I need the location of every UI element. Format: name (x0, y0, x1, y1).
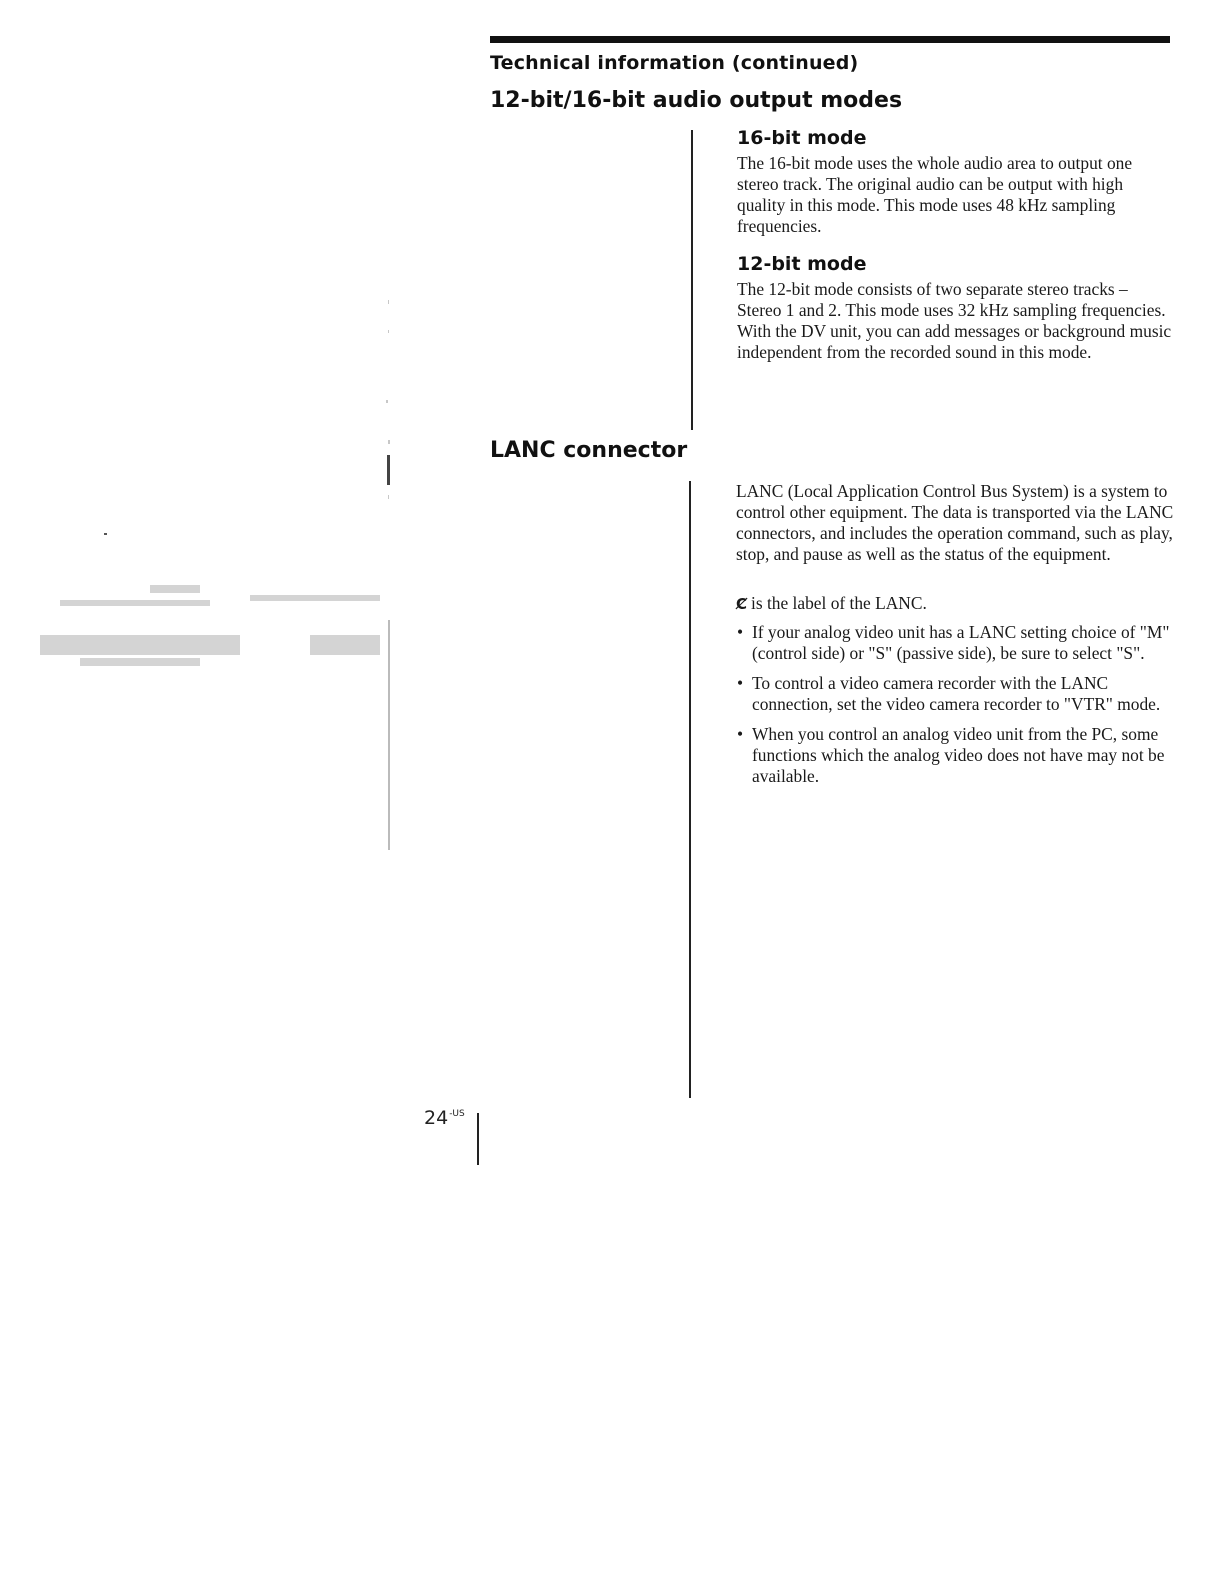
paragraph-lanc-label (736, 593, 1176, 615)
bullet-icon: • (737, 673, 744, 693)
bullet-icon: • (737, 622, 744, 642)
lanc-label-text: is the label of the LANC. (751, 593, 927, 613)
page-number-value: 24 (424, 1107, 449, 1129)
paragraph-16-bit-mode: The 16-bit mode uses the whole audio area to output one stereo track. The original audio can be output with high quality in this mode. This mode uses 48 kHz sampling frequencies. (737, 153, 1133, 236)
page-number-suffix: -US (449, 1109, 465, 1119)
top-rule (490, 36, 1170, 43)
scan-noise (0, 0, 400, 900)
page-number (424, 1107, 465, 1129)
section-title-audio-modes: 12-bit/16-bit audio output modes (490, 88, 903, 113)
lanc-symbol-icon: Ȼ (736, 595, 748, 613)
subhead-16-bit-mode: 16-bit mode (737, 127, 867, 149)
list-item (736, 622, 1176, 664)
list-item (736, 673, 1176, 715)
running-head: Technical information (continued) (490, 52, 859, 74)
lanc-bullet-list (736, 622, 1176, 796)
list-item-text: To control a video camera recorder with the LANC connection, set the video camera recorder to "VTR" mode. (752, 673, 1161, 714)
column-divider (691, 130, 693, 430)
list-item (736, 724, 1176, 787)
section-title-lanc-connector: LANC connector (490, 438, 688, 463)
list-item-text: When you control an analog video unit from the PC, some functions which the analog video does not have may not be available. (752, 724, 1165, 786)
page-number-divider (477, 1113, 479, 1165)
list-item-text: If your analog video unit has a LANC setting choice of "M" (control side) or "S" (passive side), be sure to select "S". (752, 622, 1170, 663)
paragraph-12-bit-mode: The 12-bit mode consists of two separate stereo tracks – Stereo 1 and 2. This mode uses 32 kHz sampling frequencies. With the DV unit, you can add messages or background music independent from the recorded sound in this mode. (737, 279, 1172, 362)
paragraph-lanc-intro: LANC (Local Application Control Bus System) is a system to control other equipment. The data is transported via the LANC connectors, and includes the operation command, such as play, stop, and pause as well as the status of the equipment. (736, 481, 1174, 564)
subhead-12-bit-mode: 12-bit mode (737, 253, 867, 275)
column-divider (689, 481, 691, 1098)
bullet-icon: • (737, 724, 744, 744)
